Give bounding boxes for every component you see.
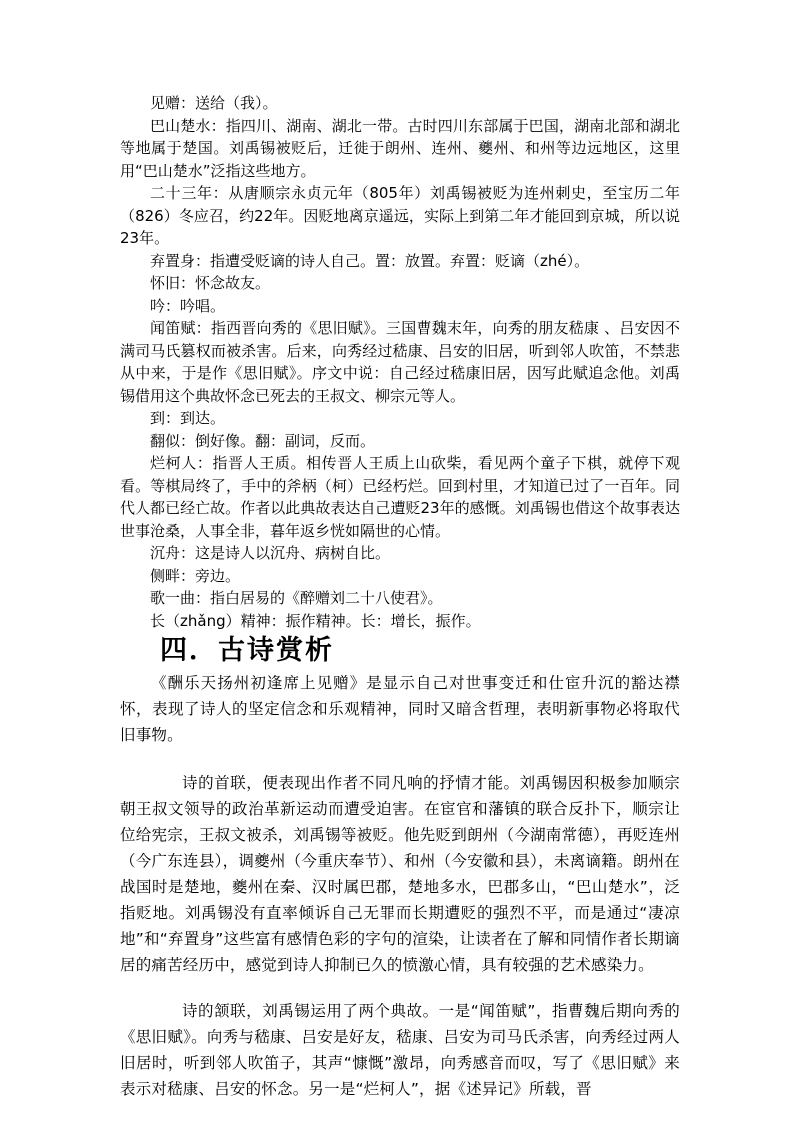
annotation-zhang-jingshen: 长（zhǎng）精神：振作精神。长：增长，振作。	[150, 611, 481, 630]
annotation-lanke-ren: 烂柯人：指晋人王质。相传晋人王质上山砍柴，看见两个童子下棋，就停下观看。等棋局终了，手中的斧柄（柯）已经朽烂。回到村里，才知道已过了一百年。同代人都已经亡故。作者以此典故表达自己遭贬23年的感慨。刘禹锡也借这个故事表达世事沧桑，人事全非，暮年返乡恍如隔世的心情。	[120, 454, 680, 540]
annotation-chenzhou: 沉舟：这是诗人以沉舟、病树自比。	[150, 544, 391, 562]
paragraph-gap	[120, 748, 680, 770]
annotation-ershisan-nian: 二十三年：从唐顺宗永贞元年（805年）刘禹锡被贬为连州刺史，至宝历二年（826）冬应召，约22年。因贬地离京遥远，实际上到第二年才能回到京城，所以说23年。	[120, 184, 680, 247]
annotation-dao: 到：到达。	[150, 409, 226, 427]
annotation-bashan-chushui: 巴山楚水：指四川、湖南、湖北一带。古时四川东部属于巴国，湖南北部和湖北等地属于楚国。刘禹锡被贬后，迁徙于朗州、连州、夔州、和州等边远地区，这里用“巴山楚水”泛指这些地方。	[120, 116, 680, 180]
annotation-huaijiu: 怀旧：怀念故友。	[150, 274, 271, 292]
annotation-list	[120, 92, 680, 632]
annotation-ge-yiqu: 歌一曲：指白居易的《醉赠刘二十八使君》。	[150, 589, 443, 607]
paragraph-gap	[120, 978, 680, 998]
document-content	[120, 92, 680, 1102]
annotation-fansi: 翻似：倒好像。翻：副词，反而。	[150, 431, 376, 450]
annotation-wendi-fu: 闻笛赋：指西晋向秀的《思旧赋》。三国曹魏末年，向秀的朋友嵇康 、吕安因不满司马氏篡权而被杀害。后来，向秀经过嵇康、吕安的旧居，听到邻人吹笛，不禁悲从中来，于是作《思旧赋》。序文中说：自己经过嵇康旧居，因写此赋追念他。刘禹锡借用这个典故怀念已死去的王叔文、柳宗元等人。	[120, 319, 680, 405]
section-intro: 《酬乐天扬州初逢席上见赠》是显示自己对世事变迁和仕宦升沉的豁达襟怀，表现了诗人的坚定信念和乐观精神，同时又暗含哲理，表明新事物必将取代旧事物。	[120, 674, 680, 744]
analysis-paragraph-first-couplet: 诗的首联，便表现出作者不同凡响的抒情才能。刘禹锡因积极参加顺宗朝王叔文领导的政治革新运动而遭受迫害。在宦官和藩镇的联合反扑下，顺宗让位给宪宗，王叔文被杀，刘禹锡等被贬。他先贬到朗州（今湖南常德），再贬连州（今广东连县），调夔州（今重庆奉节）、和州（今安徽和县），未离谪籍。朗州在战国时是楚地，夔州在秦、汉时属巴郡，楚地多水，巴郡多山，“巴山楚水”，泛指贬地。刘禹锡没有直率倾诉自己无罪而长期遭贬的强烈不平，而是通过“凄凉地”和“弃置身”这些富有感情色彩的字句的渲染，让读者在了解和同情作者长期谪居的痛苦经历中，感觉到诗人抑制已久的愤激心情，具有较强的艺术感染力。	[120, 774, 680, 974]
annotation-jianzeng: 见赠：送给（我）。	[150, 94, 278, 112]
analysis-paragraph-second-couplet: 诗的颔联，刘禹锡运用了两个典故。一是“闻笛赋”，指曹魏后期向秀的《思旧赋》。向秀与嵇康、吕安是好友，嵇康、吕安为司马氏杀害，向秀经过两人旧居时，听到邻人吹笛子，其声“慷慨”激昂，向秀感音而叹，写了《思旧赋》来表示对嵇康、吕安的怀念。另一是“烂柯人”，据《述异记》所载，晋	[120, 1002, 680, 1098]
section-heading: 四．古诗赏析	[160, 635, 334, 666]
annotation-yin: 吟：吟唱。	[150, 296, 226, 315]
annotation-qizhi-shen: 弃置身：指遭受贬谪的诗人自己。置：放置。弃置：贬谪（zhé）。	[150, 251, 590, 270]
annotation-cepan: 侧畔：旁边。	[150, 566, 241, 585]
